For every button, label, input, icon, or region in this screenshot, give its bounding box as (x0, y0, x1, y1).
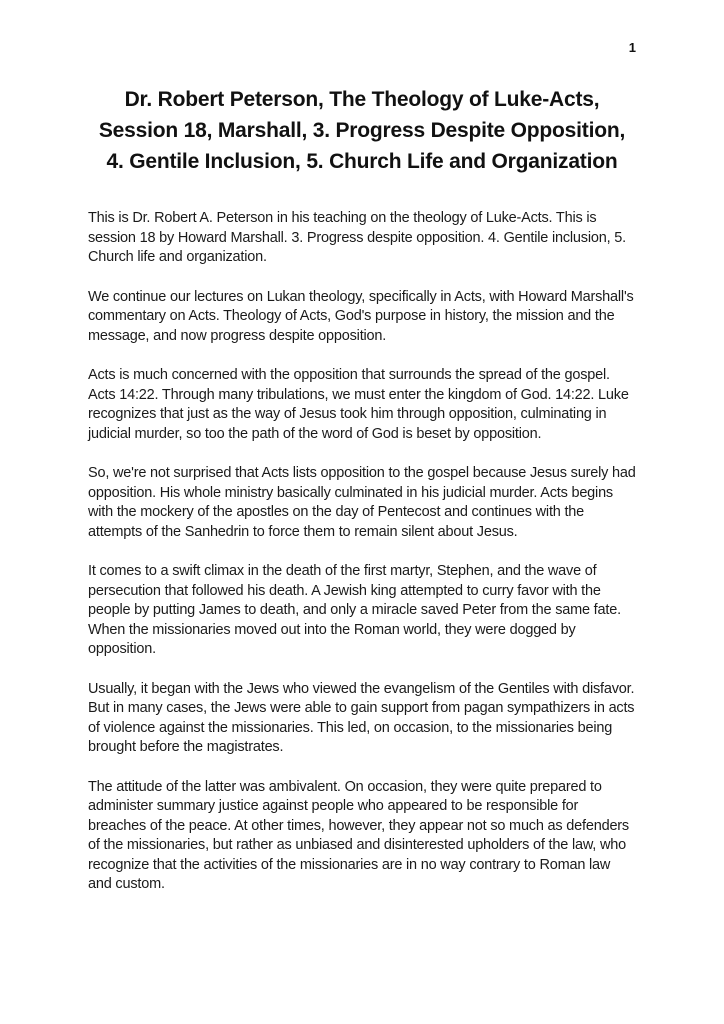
paragraph-7: The attitude of the latter was ambivalent. On occasion, they were quite prepared to administer summary justice against people who appeared to be responsible for breaches of the peace. At other times, however, they appear not so much as defenders of the missionaries, but rather as unbiased and disinterested upholders of the law, who recognize that the activities of the missionaries are in no way contrary to Roman law and custom. (88, 778, 629, 892)
paragraph-6: Usually, it began with the Jews who viewed the evangelism of the Gentiles with disfavor. But in many cases, the Jews were able to gain support from pagan sympathizers in acts of violence against the missionaries. This led, on occasion, to the missionaries being brought before the magistrates. (88, 680, 635, 755)
paragraph-4: So, we're not surprised that Acts lists opposition to the gospel because Jesus surely had opposition. His whole ministry basically culminated in his judicial murder. Acts begins with the mockery of the apostles on the day of Pentecost and continues with the attempts of the Sanhedrin to force them to remain silent about Jesus. (88, 465, 636, 540)
page-number: 1 (628, 40, 636, 55)
paragraph-5: It comes to a swift climax in the death of the first martyr, Stephen, and the wave of persecution that followed his death. A Jewish king attempted to curry favor with the people by putting James to death, and only a miracle saved Peter from the same fate. When the missionaries moved out into the Roman world, they were dogged by opposition. (88, 563, 621, 657)
title-line-1: Dr. Robert Peterson, The Theology of Luke-Acts, (124, 88, 600, 111)
document-body (88, 209, 637, 895)
paragraph-1: This is Dr. Robert A. Peterson in his teaching on the theology of Luke-Acts. This is session 18 by Howard Marshall. 3. Progress despite opposition. 4. Gentile inclusion, 5. Church life and organization. (88, 210, 626, 265)
paragraph-2: We continue our lectures on Lukan theology, specifically in Acts, with Howard Marshall's commentary on Acts. Theology of Acts, God's purpose in history, the mission and the message, and now progress despite opposition. (88, 288, 634, 344)
title-line-3: 4. Gentile Inclusion, 5. Church Life and Organization (106, 150, 618, 173)
title-line-2: Session 18, Marshall, 3. Progress Despite Opposition, (98, 119, 626, 142)
paragraph-3: Acts is much concerned with the opposition that surrounds the spread of the gospel. Acts 14:22. Through many tribulations, we must enter the kingdom of God. 14:22. Luke recognizes that just as the way of Jesus took him through opposition, culminating in judicial murder, so too the path of the word of God is beset by opposition. (88, 367, 629, 442)
document-title (40, 84, 684, 177)
